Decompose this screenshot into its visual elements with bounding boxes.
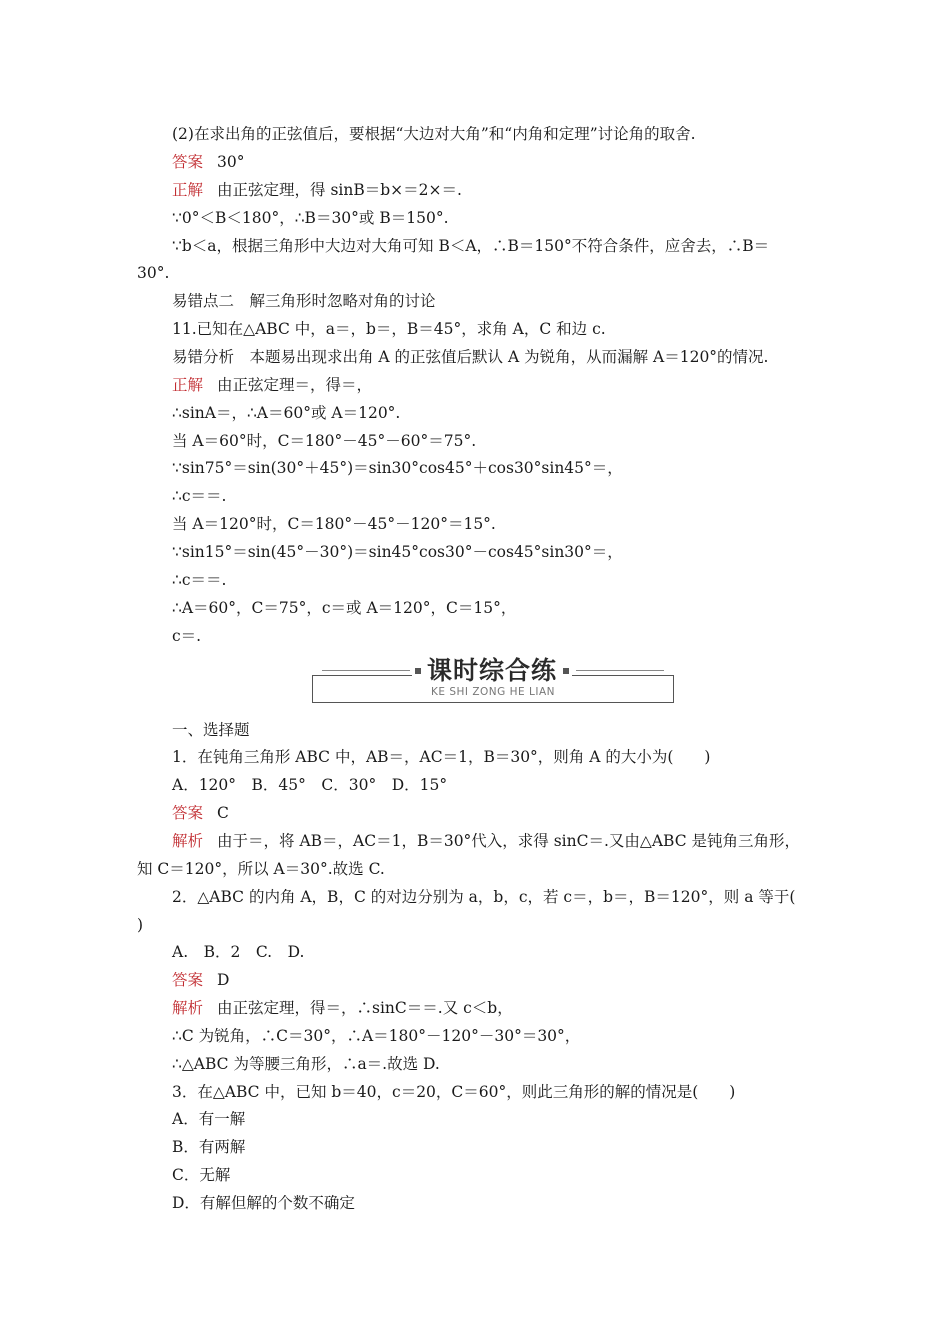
line-text: c＝. (172, 627, 202, 645)
line-text: B．有两解 (172, 1138, 246, 1156)
line-text: ∴c＝＝. (172, 571, 227, 589)
line-text: A．120° B．45° C．30° D．15° (172, 776, 448, 794)
text-line (172, 236, 769, 256)
line-text: 1．在钝角三角形 ABC 中，AB＝，AC＝1，B＝30°，则角 A 的大小为( ) (172, 748, 711, 766)
line-text: 30°. (137, 264, 170, 282)
line-text: C (217, 804, 229, 822)
line-text: 11.已知在△ABC 中，a＝，b＝，B＝45°，求角 A，C 和边 c. (172, 320, 606, 338)
text-line (172, 1137, 245, 1157)
line-text: ∵b＜a，根据三角形中大边对大角可知 B＜A，∴B＝150°不符合条件，应舍去，∴B＝ (172, 237, 770, 255)
text-line (137, 915, 143, 935)
text-line (137, 859, 385, 879)
text-line (172, 970, 229, 990)
text-line (172, 319, 606, 339)
line-text: A．有一解 (172, 1110, 246, 1128)
line-text: 3．在△ABC 中，已知 b＝40，c＝20，C＝60°，则此三角形的解的情况是( ) (172, 1083, 736, 1101)
banner-dot-right (563, 668, 569, 674)
label-tag: 解析 (172, 832, 204, 850)
banner-dot-left (415, 668, 421, 674)
line-text: 一、选择题 (172, 721, 250, 739)
line-text: 30° (217, 153, 245, 171)
line-text: 由正弦定理＝，得＝， (217, 376, 373, 394)
line-text: ∴c＝＝. (172, 487, 227, 505)
text-line (172, 720, 250, 740)
label-tag: 正解 (172, 376, 204, 394)
line-text: ∴C 为锐角，∴C＝30°，∴A＝180°－120°－30°＝30°， (172, 1027, 581, 1045)
text-line (172, 803, 229, 823)
line-text: A. B．2 C. D. (172, 943, 305, 961)
text-line (172, 887, 795, 907)
banner-rule-right (576, 670, 664, 671)
line-text: ) (137, 916, 144, 934)
line-text: 由正弦定理，得 sinB＝b×＝2×＝. (217, 181, 462, 199)
text-line (172, 626, 201, 646)
line-text: 当 A＝60°时，C＝180°－45°－60°＝75°. (172, 432, 477, 450)
banner-subtitle: KE SHI ZONG HE LIAN (431, 686, 555, 698)
line-text: (2)在求出角的正弦值后，要根据“大边对大角”和“内角和定理”讨论角的取舍. (172, 125, 696, 143)
text-line (172, 375, 372, 395)
text-line (172, 431, 476, 451)
line-text: 2．△ABC 的内角 A，B，C 的对边分别为 a，b，c，若 c＝，b＝，B＝120°，则 a 等于( (172, 888, 796, 906)
line-text: ∵0°＜B＜180°，∴B＝30°或 B＝150°. (172, 209, 449, 227)
line-text: C．无解 (172, 1166, 231, 1184)
label-tag: 答案 (172, 971, 204, 989)
text-line (172, 775, 447, 795)
text-line (172, 1054, 440, 1074)
text-line (172, 180, 462, 200)
banner-title: 课时综合练 (412, 655, 572, 687)
label-tag: 答案 (172, 153, 204, 171)
line-text: ∴△ABC 为等腰三角形，∴a＝.故选 D. (172, 1055, 440, 1073)
text-line (172, 1082, 735, 1102)
text-line (172, 208, 449, 228)
text-line (172, 570, 226, 590)
text-line (172, 1165, 230, 1185)
text-line (172, 458, 623, 478)
text-line (172, 403, 400, 423)
line-text: 由于＝，将 AB＝，AC＝1，B＝30°代入，求得 sinC＝.又由△ABC 是钝角三角形， (217, 832, 800, 850)
section-banner (312, 655, 674, 703)
label-tag: 解析 (172, 999, 204, 1017)
line-text: 知 C＝120°，所以 A＝30°.故选 C. (137, 860, 385, 878)
text-line (172, 942, 304, 962)
text-line (172, 831, 800, 851)
text-line (172, 598, 516, 618)
text-line (172, 347, 768, 367)
text-line (172, 1193, 355, 1213)
line-text: 当 A＝120°时，C＝180°－45°－120°＝15°. (172, 515, 496, 533)
line-text: ∵sin15°＝sin(45°－30°)＝sin45°cos30°－cos45°sin30°＝， (172, 543, 623, 561)
text-line (172, 514, 496, 534)
text-line (172, 486, 226, 506)
label-tag: 答案 (172, 804, 204, 822)
line-text: ∴sinA＝，∴A＝60°或 A＝120°. (172, 404, 401, 422)
text-line (172, 998, 513, 1018)
text-line (172, 1026, 580, 1046)
line-text: ∴A＝60°，C＝75°，c＝或 A＝120°，C＝15°， (172, 599, 517, 617)
text-line (172, 747, 710, 767)
label-tag: 正解 (172, 181, 204, 199)
line-text: 易错分析 本题易出现求出角 A 的正弦值后默认 A 为锐角，从而漏解 A＝120°的情况. (172, 348, 769, 366)
line-text: D．有解但解的个数不确定 (172, 1194, 355, 1212)
line-text: ∵sin75°＝sin(30°＋45°)＝sin30°cos45°＋cos30°sin45°＝， (172, 459, 623, 477)
text-line (172, 152, 245, 172)
line-text: 易错点二 解三角形时忽略对角的讨论 (172, 292, 436, 310)
text-line (172, 1109, 245, 1129)
banner-rule-left (322, 670, 410, 671)
text-line (172, 291, 436, 311)
line-text: D (217, 971, 230, 989)
text-line (137, 263, 169, 283)
text-line (172, 542, 623, 562)
text-line (172, 124, 696, 144)
line-text: 由正弦定理，得＝，∴sinC＝＝.又 c＜b， (217, 999, 513, 1017)
